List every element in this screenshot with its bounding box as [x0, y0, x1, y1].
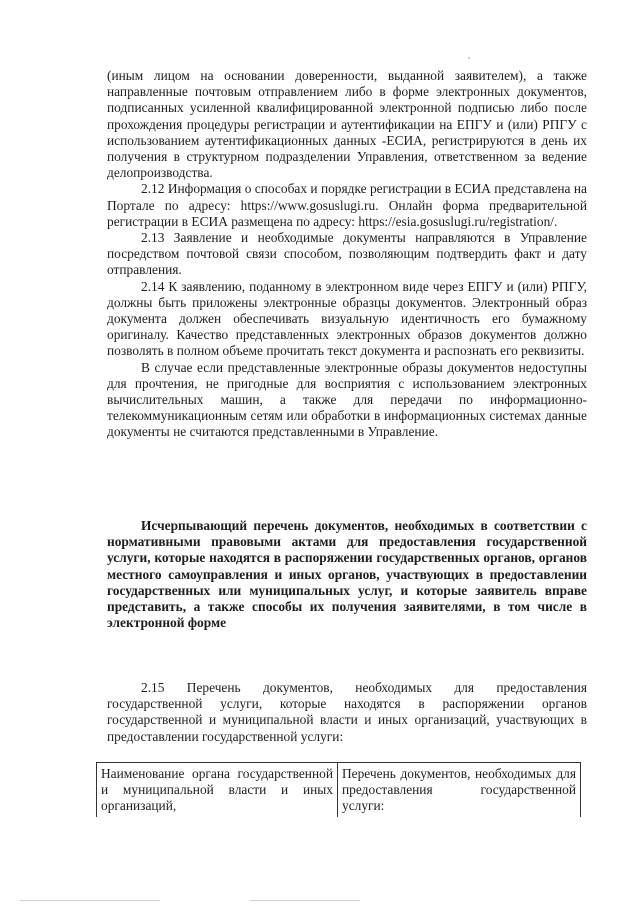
- body-text-top: [107, 68, 587, 441]
- paragraph-electronic-images: В случае если представленные электронные образы документов недоступны для прочтения, не пригодные для восприятия с использованием электронных вычислительных машин, а также для передачи по информационно-телекоммуникационным сетям или обработки в информационных системах данные документы не считаются представленными в Управление.: [107, 359, 587, 440]
- paragraph-2-14: 2.14 К заявлению, поданному в электронном виде через ЕПГУ и (или) РПГУ, должны быть приложены электронные образцы документов. Электронный образ документа должен обеспечивать визуальную идентичность его бумажному оригиналу. Качество представленных электронных образов документов должно позволять в полном объеме прочитать текст документа и распознать его реквизиты.: [107, 278, 587, 359]
- paragraph-continuation: (иным лицом на основании доверенности, выданной заявителем), а также направленные почтовым отправлением либо в форме электронных документов, подписанных усиленной квалифицированной электронной подписью либо после прохождения процедуры регистрации и аутентификации на ЕПГУ и (или) РПГУ с использованием аутентификационных данных -ЕСИА, регистрируются в день их получения в структурном подразделении Управления, ответственном за ведение делопроизводства.: [107, 68, 587, 181]
- body-text-2-15: [107, 680, 587, 745]
- paragraph-2-15: 2.15 Перечень документов, необходимых для предоставления государственной услуги, которые находятся в распоряжении органов государственной и муниципальной власти и иных организаций, участвующих в предоставлении государственной услуги:: [107, 680, 587, 744]
- table-row: [97, 763, 581, 817]
- documents-table: [96, 762, 581, 817]
- table-header-documents: Перечень документов, необходимых для предоставления государственной услуги:: [338, 763, 581, 817]
- paragraph-2-13: 2.13 Заявление и необходимые документы направляются в Управление посредством почтовой связи способом, позволяющим подтвердить факт и дату отправления.: [107, 230, 587, 278]
- table-header-authority: Наименование органа государственной и муниципальной власти и иных организаций,: [97, 763, 338, 817]
- section-heading: Исчерпывающий перечень документов, необходимых в соответствии с нормативными правовыми актами для предоставления государственной услуги, которые находятся в распоряжении государственных органов, органов местного самоуправления и иных органов, участвующих в предоставлении государственных или муниципальных услуг, и которые заявитель вправе представить, а также способы их получения заявителями, в том числе в электронной форме: [107, 518, 587, 631]
- scan-speck: [468, 57, 470, 59]
- scan-edge-mark: [250, 900, 360, 901]
- scan-edge-mark: [20, 900, 160, 901]
- paragraph-2-12: 2.12 Информация о способах и порядке регистрации в ЕСИА представлена на Портале по адресу: https://www.gosuslugi.ru. Онлайн форма предварительной регистрации в ЕСИА размещена по адресу: https://esia.gosuslugi.ru/registration/.: [107, 181, 587, 229]
